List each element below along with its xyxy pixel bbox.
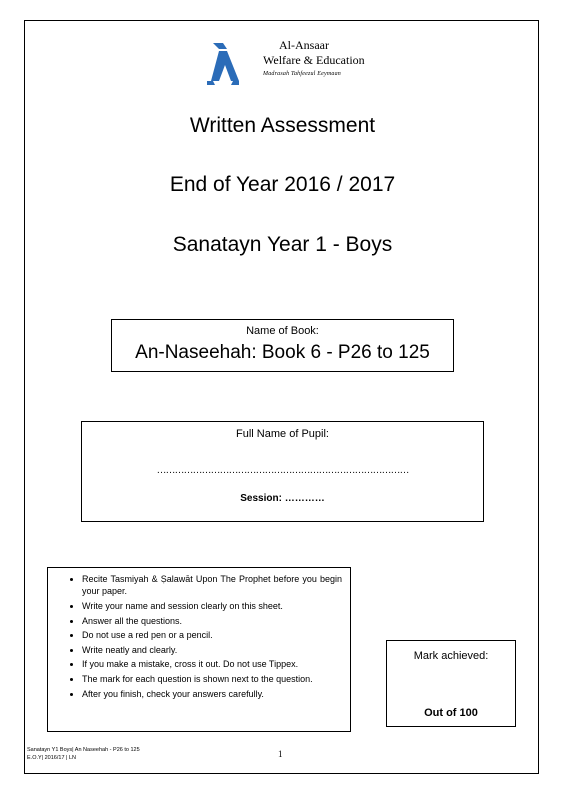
footer-info <box>27 746 140 762</box>
logo-madrasah-name: Madrasah Tahfeezul Eeymaan <box>263 71 341 77</box>
book-label: Name of Book: <box>246 325 319 337</box>
mark-out-of: Out of 100 <box>424 707 478 719</box>
instruction-item: • The mark for each question is shown next to the question. <box>82 673 342 685</box>
logo-org-name: Al-Ansaar <box>279 38 329 52</box>
book-title: An-Naseehah: Book 6 - P26 to 125 <box>135 342 430 363</box>
class-name: Sanatayn Year 1 - Boys <box>172 233 393 256</box>
assessment-title: Written Assessment <box>189 114 376 137</box>
logo-org-subtitle: Welfare & Education <box>263 53 365 67</box>
assessment-period: End of Year 2016 / 2017 <box>169 173 396 196</box>
mark-achieved-label: Mark achieved: <box>413 650 489 662</box>
page-number: 1 <box>278 749 283 759</box>
book-box <box>111 319 454 372</box>
pupil-box <box>81 421 484 522</box>
instructions-box <box>47 567 351 732</box>
instruction-item: • Do not use a red pen or a pencil. <box>82 629 342 641</box>
instruction-item: • After you finish, check your answers carefully. <box>82 688 342 700</box>
instruction-item: • If you make a mistake, cross it out. Do not use Tippex. <box>82 658 342 670</box>
instruction-item: • Write your name and session clearly on this sheet. <box>82 600 342 612</box>
mark-box <box>386 640 516 727</box>
footer-line-1: Sanatayn Y1 Boys| An Naseehah - P26 to 125 <box>27 747 140 753</box>
instruction-item: • Write neatly and clearly. <box>82 644 342 656</box>
pupil-name-line[interactable]: ………………………………………………………………………… <box>156 465 409 476</box>
footer-line-2: E.O.Y| 2016/17 | LN <box>27 755 77 761</box>
pupil-name-label: Full Name of Pupil: <box>236 428 329 440</box>
session-field[interactable]: Session: ………… <box>240 493 325 504</box>
instructions-list <box>56 573 342 700</box>
instruction-item: • Answer all the questions. <box>82 615 342 627</box>
ansaar-logo-icon <box>205 41 241 85</box>
logo <box>205 38 375 94</box>
instruction-item: • Recite Tasmiyah & Ṣalawāt Upon The Prophet before you begin your paper. <box>82 573 342 598</box>
